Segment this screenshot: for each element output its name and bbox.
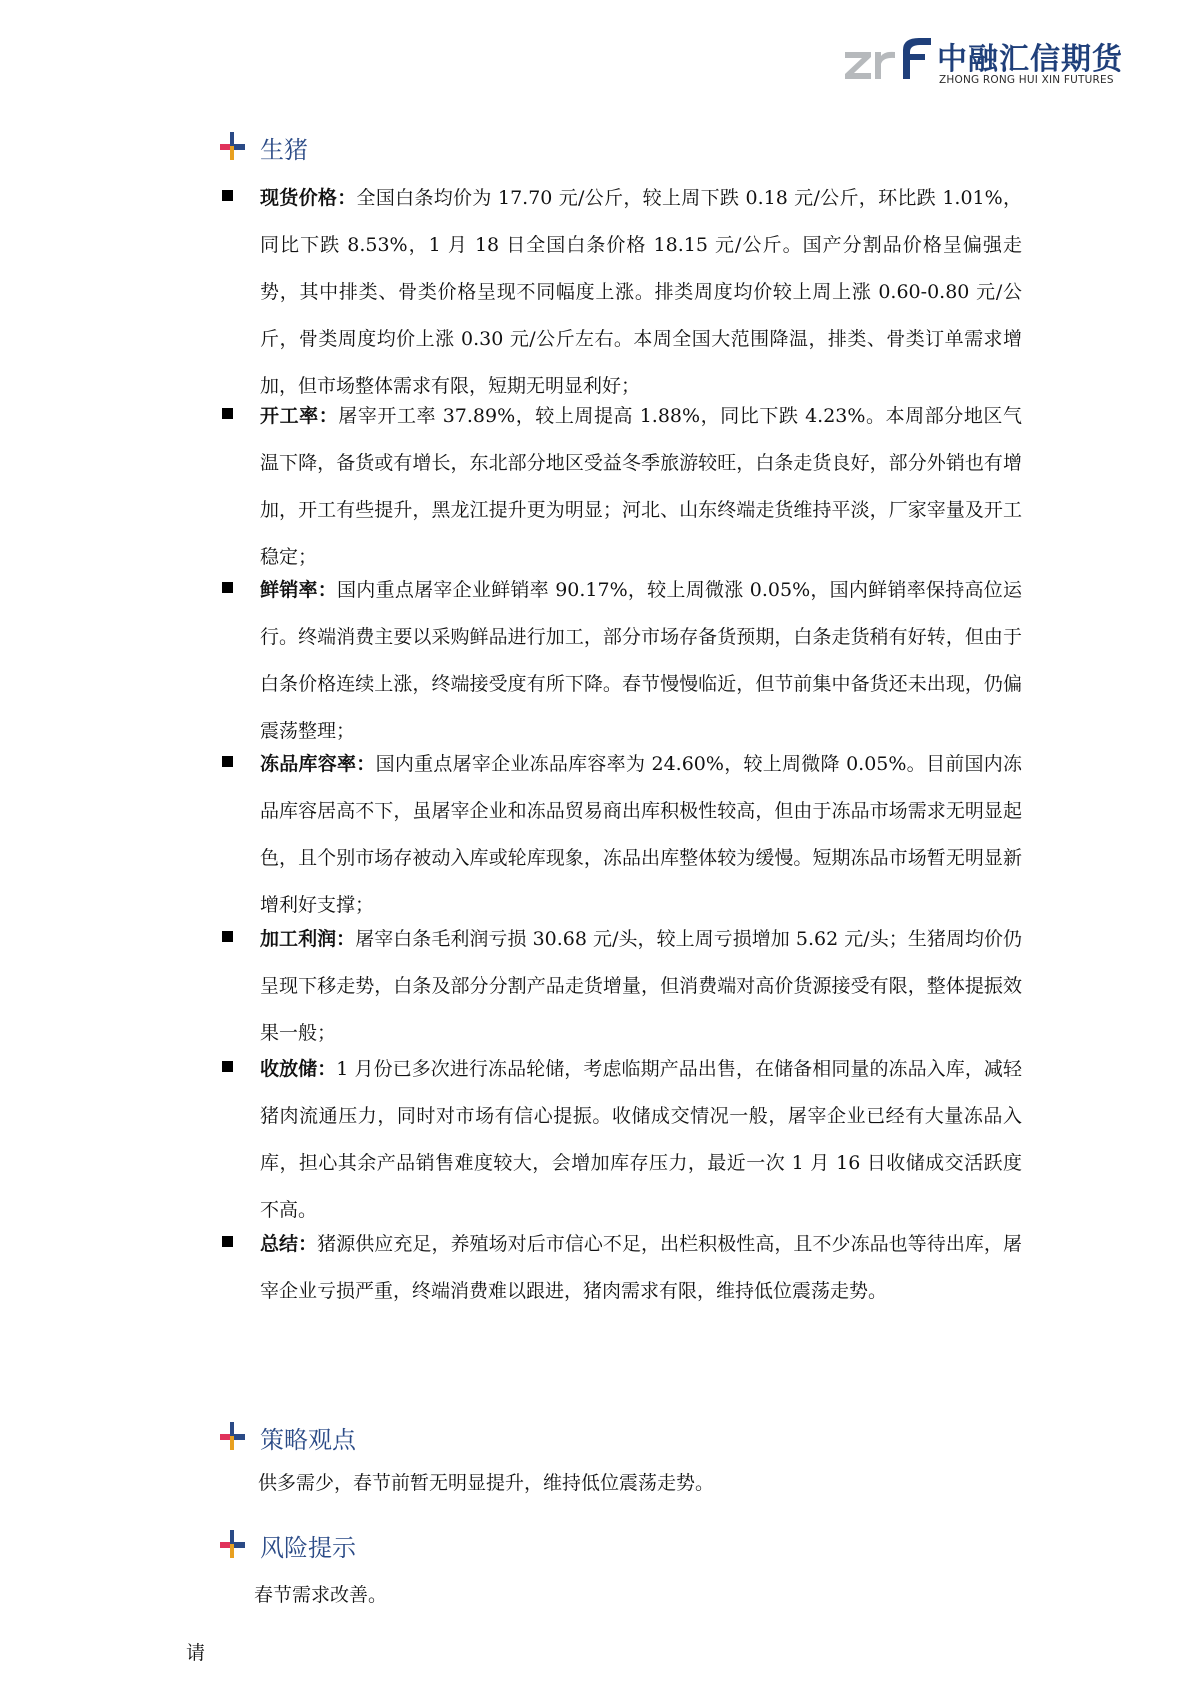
section-title-strategy: 策略观点 — [260, 1426, 356, 1454]
item-text: 屠宰开工率 37.89%，较上周提高 1.88%，同比下跌 4.23%。本周部分地区气温下降，备货或有增长，东北部分地区受益冬季旅游较旺，白条走货良好，部分外销也有增加，开工有些提升，黑龙江提升更为明显；河北、山东终端走货维持平淡，厂家宰量及开工稳定； — [260, 405, 1022, 568]
item-text: 全国白条均价为 17.70 元/公斤，较上周下跌 0.18 元/公斤，环比跌 1.01%，同比下跌 8.53%，1 月 18 日全国白条价格 18.15 元/公斤。国产分割品价格呈偏强走势，其中排类、骨类价格呈现不同幅度上涨。排类周度均价较上周上涨 0.60-0.80 元/公斤，骨类周度均价上涨 0.30 元/公斤左右。本周全国大范围降温，排类、骨类订单需求增加，但市场整体需求有限，短期无明显利好； — [260, 187, 1022, 397]
item-label: 开工率： — [260, 405, 339, 427]
item-text: 屠宰白条毛利润亏损 30.68 元/头，较上周亏损增加 5.62 元/头；生猪周均价仍呈现下移走势，白条及部分分割产品走货增量，但消费端对高价货源接受有限，整体提振效果一般； — [260, 928, 1022, 1044]
bullet-square-icon — [222, 408, 233, 419]
zrf-logo-mark-icon — [845, 36, 933, 82]
footer-text: 请 — [186, 1642, 206, 1664]
section-marker-icon — [220, 132, 246, 160]
section-marker-icon — [220, 1422, 246, 1450]
item-text: 国内重点屠宰企业鲜销率 90.17%，较上周微涨 0.05%，国内鲜销率保持高位运行。终端消费主要以采购鲜品进行加工，部分市场存备货预期，白条走货稍有好转，但由于白条价格连续上涨，终端接受度有所下降。春节慢慢临近，但节前集中备货还未出现，仍偏震荡整理； — [260, 579, 1022, 742]
company-logo — [845, 26, 1123, 86]
bullet-square-icon — [222, 756, 233, 767]
section-marker-icon — [220, 1530, 246, 1558]
bullet-square-icon — [222, 582, 233, 593]
section-title-risk: 风险提示 — [260, 1534, 356, 1562]
item-text: 1 月份已多次进行冻品轮储，考虑临期产品出售，在储备相同量的冻品入库，减轻猪肉流通压力，同时对市场有信心提振。收储成交情况一般，屠宰企业已经有大量冻品入库，担心其余产品销售难度较大，会增加库存压力，最近一次 1 月 16 日收储成交活跃度不高。 — [260, 1058, 1022, 1221]
item-label: 冻品库容率： — [260, 753, 376, 775]
section-title-hog: 生猪 — [260, 136, 308, 164]
item-label: 总结： — [260, 1233, 318, 1255]
item-text: 猪源供应充足，养殖场对后市信心不足，出栏积极性高，且不少冻品也等待出库，屠宰企业亏损严重，终端消费难以跟进，猪肉需求有限，维持低位震荡走势。 — [260, 1233, 1022, 1302]
item-label: 收放储： — [260, 1058, 337, 1080]
company-name-en: ZHONG RONG HUI XIN FUTURES — [939, 74, 1114, 86]
bullet-square-icon — [222, 190, 233, 201]
bullet-square-icon — [222, 931, 233, 942]
item-label: 加工利润： — [260, 928, 356, 950]
item-label: 鲜销率： — [260, 579, 338, 601]
item-text: 国内重点屠宰企业冻品库容率为 24.60%，较上周微降 0.05%。目前国内冻品库容居高不下，虽屠宰企业和冻品贸易商出库积极性较高，但由于冻品市场需求无明显起色，且个别市场存被动入库或轮库现象，冻品出库整体较为缓慢。短期冻品市场暂无明显新增利好支撑； — [260, 753, 1022, 916]
risk-text: 春节需求改善。 — [254, 1584, 388, 1606]
company-name-cn: 中融汇信期货 — [937, 42, 1123, 77]
strategy-text: 供多需少，春节前暂无明显提升，维持低位震荡走势。 — [258, 1472, 715, 1494]
bullet-square-icon — [222, 1061, 233, 1072]
bullet-square-icon — [222, 1236, 233, 1247]
item-label: 现货价格： — [260, 187, 357, 209]
